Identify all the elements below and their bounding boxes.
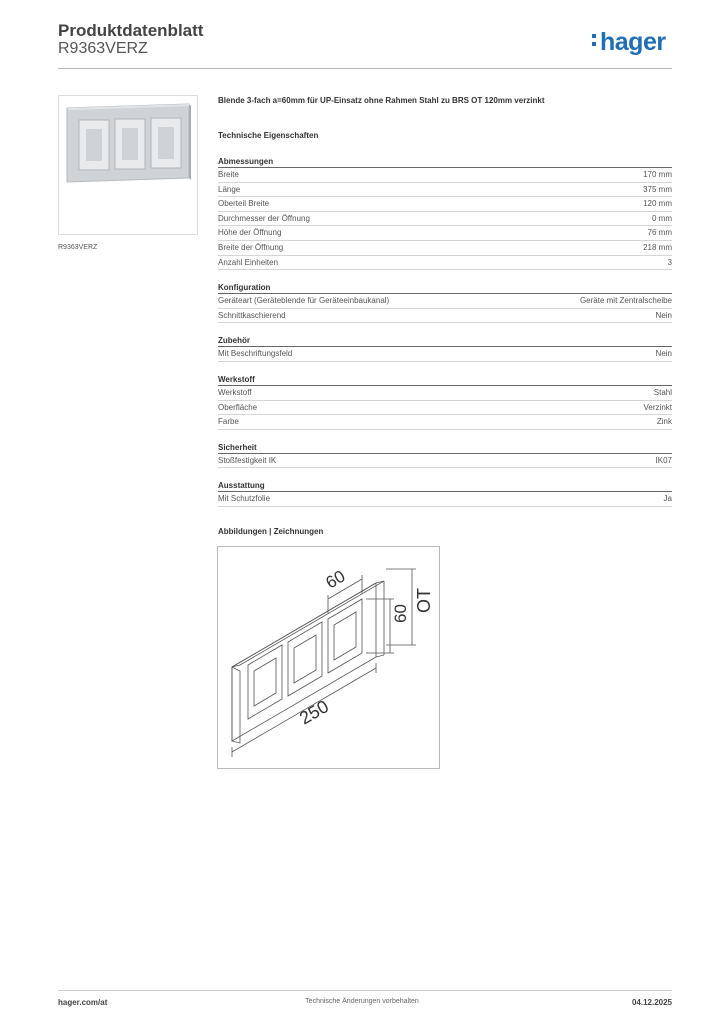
spec-row bbox=[218, 212, 672, 227]
spec-label: Länge bbox=[218, 184, 241, 194]
spec-section bbox=[218, 442, 672, 469]
spec-row bbox=[218, 454, 672, 469]
spec-row bbox=[218, 197, 672, 212]
spec-value: 0 mm bbox=[652, 213, 672, 223]
spec-section bbox=[218, 282, 672, 323]
spec-row bbox=[218, 241, 672, 256]
spec-value: Nein bbox=[655, 310, 672, 320]
section-title: Ausstattung bbox=[218, 480, 672, 492]
spec-label: Oberteil Breite bbox=[218, 199, 270, 209]
spec-label: Geräteart (Geräteblende für Geräteeinbaukanal) bbox=[218, 296, 390, 306]
spec-row bbox=[218, 294, 672, 309]
product-image bbox=[58, 95, 198, 235]
spec-section bbox=[218, 335, 672, 362]
dimension-ot-label: OT bbox=[414, 588, 434, 613]
logo-dots-icon bbox=[592, 34, 597, 50]
spec-value: Ja bbox=[663, 494, 672, 504]
spec-value: 218 mm bbox=[643, 242, 672, 252]
section-title: Sicherheit bbox=[218, 442, 672, 454]
footer-notice: Technische Änderungen vorbehalten bbox=[305, 998, 419, 1005]
article-number: R9363VERZ bbox=[58, 40, 148, 57]
spec-value: Verzinkt bbox=[643, 402, 672, 412]
product-description: Blende 3-fach a=60mm für UP-Einsatz ohne Rahmen Stahl zu BRS OT 120mm verzinkt bbox=[218, 96, 545, 105]
section-title: Abmessungen bbox=[218, 156, 672, 168]
spec-label: Stoßfestigkeit IK bbox=[218, 455, 277, 465]
spec-label: Höhe der Öffnung bbox=[218, 228, 282, 238]
spec-section bbox=[218, 374, 672, 430]
spec-row bbox=[218, 226, 672, 241]
spec-label: Durchmesser der Öffnung bbox=[218, 213, 310, 223]
spec-label: Farbe bbox=[218, 417, 239, 427]
spec-value: Zink bbox=[656, 417, 672, 427]
hager-logo bbox=[592, 28, 666, 57]
spec-row bbox=[218, 347, 672, 362]
spec-label: Anzahl Einheiten bbox=[218, 257, 279, 267]
spec-value: Geräte mit Zentralscheibe bbox=[579, 296, 672, 306]
footer-divider bbox=[58, 990, 672, 991]
spec-row bbox=[218, 415, 672, 430]
spec-value: IK07 bbox=[655, 455, 672, 465]
spec-value: 170 mm bbox=[643, 170, 672, 179]
spec-row bbox=[218, 386, 672, 401]
spec-row bbox=[218, 256, 672, 271]
spec-value: 375 mm bbox=[643, 184, 672, 194]
page-title: Produktdatenblatt bbox=[58, 21, 204, 40]
spec-label: Breite der Öffnung bbox=[218, 242, 284, 252]
spec-row bbox=[218, 401, 672, 416]
product-image-caption: R9363VERZ bbox=[58, 244, 98, 251]
tech-properties-title: Technische Eigenschaften bbox=[218, 131, 319, 140]
header-divider bbox=[58, 68, 672, 69]
footer-website[interactable]: hager.com/at bbox=[58, 998, 108, 1007]
spec-value: 3 bbox=[667, 257, 672, 267]
spec-row bbox=[218, 492, 672, 507]
spec-value: Nein bbox=[655, 349, 672, 359]
dimension-width-label: 250 bbox=[296, 696, 333, 729]
spec-label: Oberfläche bbox=[218, 402, 258, 412]
logo-text: hager bbox=[600, 28, 666, 56]
spec-value: Stahl bbox=[653, 387, 672, 397]
spec-row bbox=[218, 183, 672, 198]
spec-section bbox=[218, 480, 672, 507]
dimension-opening-height-label: 60 bbox=[391, 604, 410, 623]
spec-sections bbox=[218, 156, 672, 519]
spec-value: 76 mm bbox=[647, 228, 672, 238]
section-title: Werkstoff bbox=[218, 374, 672, 386]
dimension-opening-width-label: 60 bbox=[322, 566, 349, 593]
technical-drawing bbox=[217, 546, 440, 769]
spec-section bbox=[218, 156, 672, 270]
spec-label: Mit Beschriftungsfeld bbox=[218, 349, 293, 359]
spec-row bbox=[218, 309, 672, 324]
drawings-title: Abbildungen | Zeichnungen bbox=[218, 527, 324, 536]
spec-label: Schnittkaschierend bbox=[218, 310, 286, 320]
footer-date: 04.12.2025 bbox=[631, 998, 672, 1007]
spec-value: 120 mm bbox=[643, 199, 672, 209]
spec-label: Breite bbox=[218, 170, 239, 179]
spec-label: Mit Schutzfolie bbox=[218, 494, 271, 504]
spec-label: Werkstoff bbox=[218, 387, 252, 397]
section-title: Zubehör bbox=[218, 335, 672, 347]
section-title: Konfiguration bbox=[218, 282, 672, 294]
spec-row bbox=[218, 168, 672, 183]
